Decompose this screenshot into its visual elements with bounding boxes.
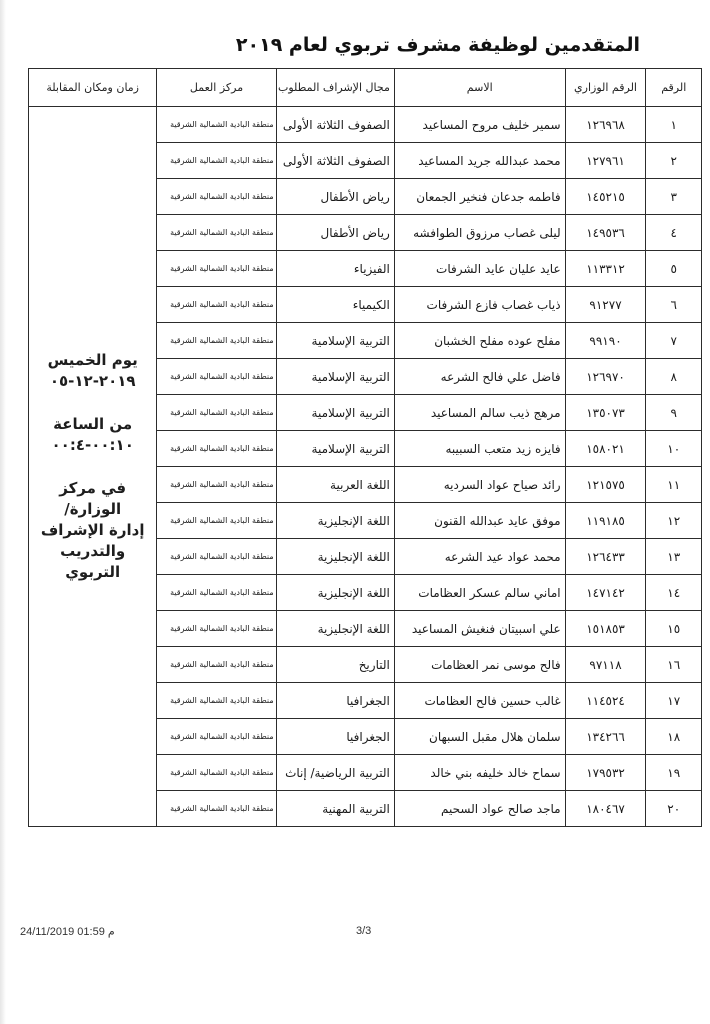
spacer	[33, 456, 152, 478]
row-field: اللغة الإنجليزية	[276, 539, 394, 575]
footer-timestamp: 24/11/2019 01:59 م	[20, 926, 115, 938]
header-workplace: مركز العمل	[157, 69, 276, 107]
row-workplace: منطقة البادية الشمالية الشرقية	[157, 215, 276, 251]
row-field: التربية الرياضية/ إناث	[276, 755, 394, 791]
row-ministry-id: ١٤٥٢١٥	[565, 179, 646, 215]
row-name: سماح خالد خليفه بني خالد	[394, 755, 565, 791]
row-field: رياض الأطفال	[276, 215, 394, 251]
row-field: رياض الأطفال	[276, 179, 394, 215]
row-num: ١٨	[646, 719, 702, 755]
table-header-row	[29, 69, 702, 107]
row-num: ٧	[646, 323, 702, 359]
row-field: اللغة الإنجليزية	[276, 503, 394, 539]
row-num: ٦	[646, 287, 702, 323]
row-field: اللغة الإنجليزية	[276, 611, 394, 647]
row-num: ١٧	[646, 683, 702, 719]
row-field: التربية الإسلامية	[276, 323, 394, 359]
row-name: ماجد صالح عواد السحيم	[394, 791, 565, 827]
row-num: ١٥	[646, 611, 702, 647]
header-interview: زمان ومكان المقابلة	[29, 69, 157, 107]
row-workplace: منطقة البادية الشمالية الشرقية	[157, 107, 276, 143]
row-field: اللغة العربية	[276, 467, 394, 503]
row-workplace: منطقة البادية الشمالية الشرقية	[157, 539, 276, 575]
row-workplace: منطقة البادية الشمالية الشرقية	[157, 395, 276, 431]
row-ministry-id: ١٨٠٤٦٧	[565, 791, 646, 827]
header-name: الاسم	[394, 69, 565, 107]
row-ministry-id: ١٤٧١٤٢	[565, 575, 646, 611]
row-workplace: منطقة البادية الشمالية الشرقية	[157, 683, 276, 719]
row-name: رائد صياح عواد السرديه	[394, 467, 565, 503]
page-edge-shadow	[0, 0, 6, 1024]
row-workplace: منطقة البادية الشمالية الشرقية	[157, 359, 276, 395]
row-ministry-id: ١٢٧٩٦١	[565, 143, 646, 179]
row-name: فايزه زيد متعب السبيبه	[394, 431, 565, 467]
row-num: ١٣	[646, 539, 702, 575]
row-ministry-id: ٩١٢٧٧	[565, 287, 646, 323]
row-field: التربية الإسلامية	[276, 431, 394, 467]
row-ministry-id: ١١٩١٨٥	[565, 503, 646, 539]
header-ministry-id: الرقم الوزاري	[565, 69, 646, 107]
applicants-table	[28, 68, 702, 827]
interview-place-line3: والتدريب التربوي	[60, 542, 126, 581]
row-num: ١	[646, 107, 702, 143]
row-num: ٥	[646, 251, 702, 287]
row-field: الفيزياء	[276, 251, 394, 287]
row-num: ٢	[646, 143, 702, 179]
footer-page-number: 3/3	[356, 925, 372, 937]
row-num: ١٩	[646, 755, 702, 791]
row-workplace: منطقة البادية الشمالية الشرقية	[157, 323, 276, 359]
row-workplace: منطقة البادية الشمالية الشرقية	[157, 287, 276, 323]
row-name: موفق عايد عبدالله القنون	[394, 503, 565, 539]
table-row	[29, 107, 702, 143]
row-ministry-id: ١٢٦٤٣٣	[565, 539, 646, 575]
header-num: الرقم	[646, 69, 702, 107]
row-name: اماني سالم عسكر العظامات	[394, 575, 565, 611]
row-name: فالح موسى نمر العظامات	[394, 647, 565, 683]
row-name: سلمان هلال مقبل السبهان	[394, 719, 565, 755]
table-body	[29, 107, 702, 827]
row-num: ٣	[646, 179, 702, 215]
document-title: المتقدمين لوظيفة مشرف تربوي لعام ٢٠١٩	[235, 34, 640, 56]
row-field: الكيمياء	[276, 287, 394, 323]
row-workplace: منطقة البادية الشمالية الشرقية	[157, 647, 276, 683]
row-name: فاطمه جدعان فنخير الجمعان	[394, 179, 565, 215]
interview-details	[33, 350, 152, 583]
row-name: سمير خليف مروح المساعيد	[394, 107, 565, 143]
row-name: فاضل علي فالح الشرعه	[394, 359, 565, 395]
row-ministry-id: ١٢١٥٧٥	[565, 467, 646, 503]
row-field: التربية الإسلامية	[276, 395, 394, 431]
row-name: عايد عليان عايد الشرفات	[394, 251, 565, 287]
row-ministry-id: ١١٤٥٢٤	[565, 683, 646, 719]
row-workplace: منطقة البادية الشمالية الشرقية	[157, 179, 276, 215]
row-field: اللغة الإنجليزية	[276, 575, 394, 611]
row-field: التربية المهنية	[276, 791, 394, 827]
row-num: ٨	[646, 359, 702, 395]
row-ministry-id: ١٥٨٠٢١	[565, 431, 646, 467]
row-name: غالب حسين فالح العظامات	[394, 683, 565, 719]
row-field: الجغرافيا	[276, 683, 394, 719]
row-ministry-id: ١٤٩٥٣٦	[565, 215, 646, 251]
row-ministry-id: ١٣٤٢٦٦	[565, 719, 646, 755]
row-name: محمد عواد عيد الشرعه	[394, 539, 565, 575]
row-num: ١٤	[646, 575, 702, 611]
row-field: التربية الإسلامية	[276, 359, 394, 395]
row-workplace: منطقة البادية الشمالية الشرقية	[157, 575, 276, 611]
row-workplace: منطقة البادية الشمالية الشرقية	[157, 431, 276, 467]
interview-time-label: من الساعة	[53, 415, 133, 433]
row-num: ١٦	[646, 647, 702, 683]
row-ministry-id: ٩٩١٩٠	[565, 323, 646, 359]
row-name: ذياب غصاب فازع الشرفات	[394, 287, 565, 323]
row-name: مفلح عوده مفلح الخشبان	[394, 323, 565, 359]
spacer	[33, 392, 152, 414]
row-field: الصفوف الثلاثة الأولى	[276, 107, 394, 143]
row-workplace: منطقة البادية الشمالية الشرقية	[157, 503, 276, 539]
row-num: ١١	[646, 467, 702, 503]
row-workplace: منطقة البادية الشمالية الشرقية	[157, 719, 276, 755]
row-ministry-id: ١٣٥٠٧٣	[565, 395, 646, 431]
row-num: ١٠	[646, 431, 702, 467]
row-name: علي اسبيتان فنغيش المساعيد	[394, 611, 565, 647]
row-workplace: منطقة البادية الشمالية الشرقية	[157, 755, 276, 791]
row-ministry-id: ٩٧١١٨	[565, 647, 646, 683]
row-field: التاريخ	[276, 647, 394, 683]
row-ministry-id: ١٥١٨٥٣	[565, 611, 646, 647]
row-workplace: منطقة البادية الشمالية الشرقية	[157, 611, 276, 647]
row-field: الجغرافيا	[276, 719, 394, 755]
row-workplace: منطقة البادية الشمالية الشرقية	[157, 143, 276, 179]
row-num: ١٢	[646, 503, 702, 539]
row-field: الصفوف الثلاثة الأولى	[276, 143, 394, 179]
row-ministry-id: ١٢٦٩٧٠	[565, 359, 646, 395]
row-name: محمد عبدالله جريد المساعيد	[394, 143, 565, 179]
row-ministry-id: ١٢٦٩٦٨	[565, 107, 646, 143]
interview-place-line2: إدارة الإشراف	[40, 521, 145, 539]
row-ministry-id: ١٧٩٥٣٢	[565, 755, 646, 791]
row-name: مرهج ذيب سالم المساعيد	[394, 395, 565, 431]
row-workplace: منطقة البادية الشمالية الشرقية	[157, 251, 276, 287]
row-ministry-id: ١١٣٣١٢	[565, 251, 646, 287]
row-workplace: منطقة البادية الشمالية الشرقية	[157, 467, 276, 503]
header-field: مجال الإشراف المطلوب	[276, 69, 394, 107]
row-workplace: منطقة البادية الشمالية الشرقية	[157, 791, 276, 827]
row-name: ليلى غصاب مرزوق الطوافشه	[394, 215, 565, 251]
interview-place-line1: في مركز الوزارة/	[59, 479, 127, 518]
row-num: ٢٠	[646, 791, 702, 827]
interview-day: يوم الخميس	[47, 351, 138, 369]
row-num: ٤	[646, 215, 702, 251]
row-num: ٩	[646, 395, 702, 431]
interview-info-cell	[29, 107, 157, 827]
interview-date: ٢٠١٩-١٢-٠٥	[49, 372, 136, 390]
interview-time: ٠٠:١٠-٠٠:٤	[51, 436, 134, 454]
